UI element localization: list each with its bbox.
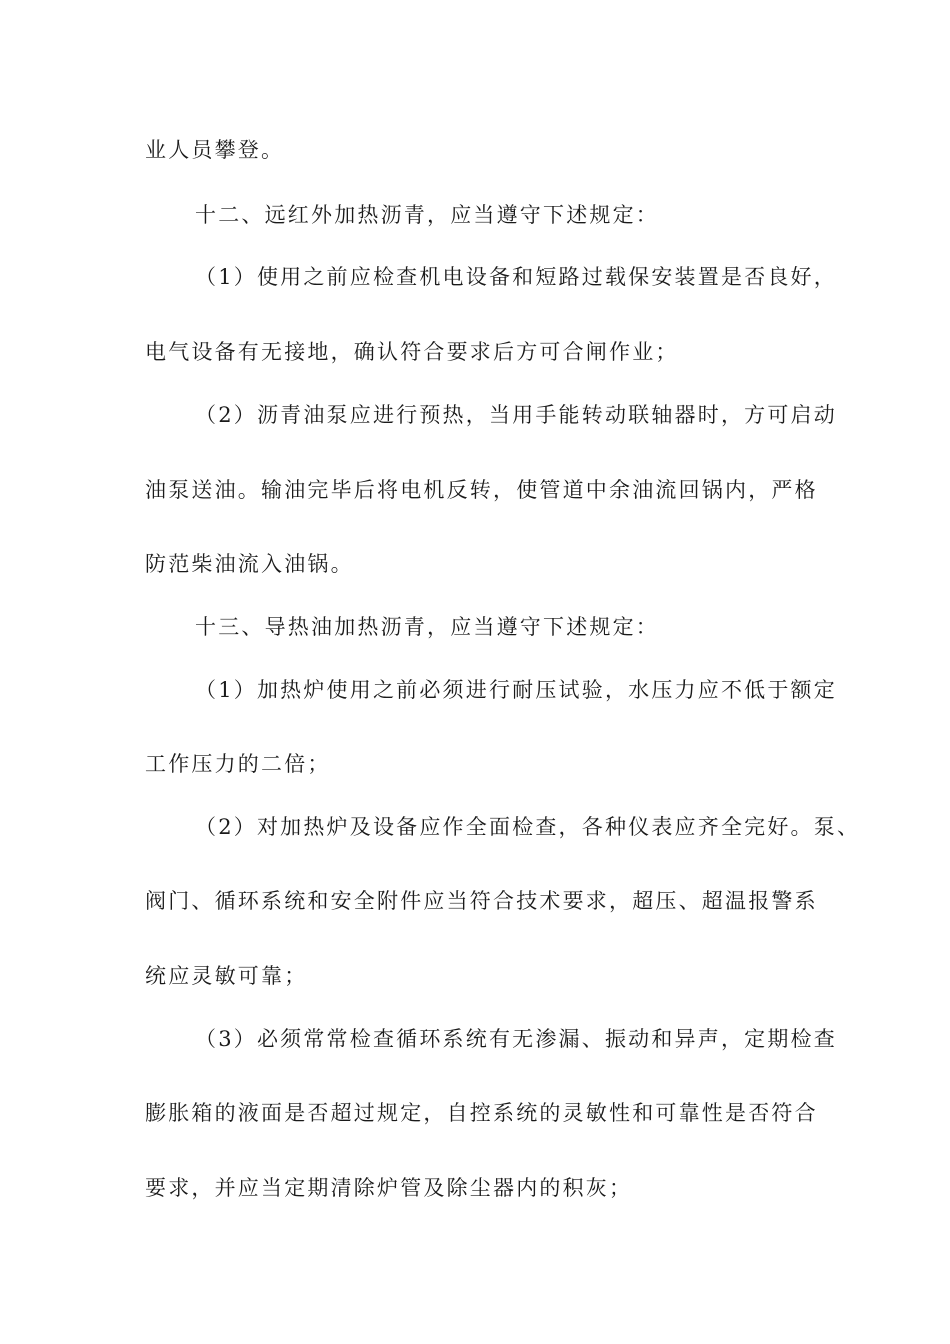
text-line: （1）使用之前应检查机电设备和短路过载保安装置是否良好， [195, 265, 837, 289]
text-line: 油泵送油。输油完毕后将电机反转，使管道中余油流回锅内，严格 [145, 478, 818, 502]
text-line: （3）必须常常检查循环系统有无渗漏、振动和异声，定期检查 [195, 1027, 837, 1051]
section-heading: 十二、远红外加热沥青，应当遵守下述规定： [195, 203, 659, 227]
text-line: 要求，并应当定期清除炉管及除尘器内的积灰； [145, 1176, 633, 1200]
text-line: 工作压力的二倍； [145, 752, 331, 776]
text-line: 电气设备有无接地，确认符合要求后方可合闸作业； [145, 340, 679, 364]
text-line: （1）加热炉使用之前必须进行耐压试验，水压力应不低于额定 [195, 678, 837, 702]
text-line: 业人员攀登。 [145, 138, 285, 162]
text-line: （2）沥青油泵应进行预热，当用手能转动联轴器时，方可启动 [195, 403, 837, 427]
text-line: 膨胀箱的液面是否超过规定，自控系统的灵敏性和可靠性是否符合 [145, 1101, 818, 1125]
text-line: 统应灵敏可靠； [145, 964, 308, 988]
text-line: 阀门、循环系统和安全附件应当符合技术要求，超压、超温报警系 [145, 889, 818, 913]
text-line: （2）对加热炉及设备应作全面检查，各种仪表应齐全完好。泵、 [195, 815, 861, 839]
text-line: 防范柴油流入油锅。 [145, 552, 354, 576]
section-heading: 十三、导热油加热沥青，应当遵守下述规定： [195, 615, 659, 639]
